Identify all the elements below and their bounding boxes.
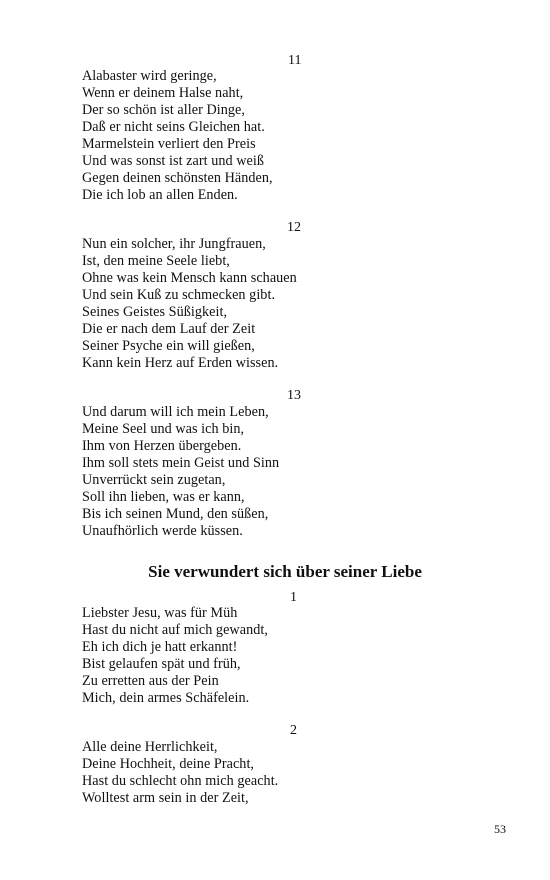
verse-line: Seines Geistes Süßigkeit, xyxy=(82,304,228,320)
poem-title: Sie verwundert sich über seiner Liebe xyxy=(148,562,422,581)
stanza-number-13: 13 xyxy=(287,388,301,403)
verse-line: Und sein Kuß zu schmecken gibt. xyxy=(82,287,276,303)
verse-line: Wenn er deinem Halse naht, xyxy=(82,85,244,101)
verse-line: Marmelstein verliert den Preis xyxy=(82,136,256,152)
page-number: 53 xyxy=(494,822,506,836)
verse-line: Ihm soll stets mein Geist und Sinn xyxy=(82,455,280,471)
stanza-number-11: 11 xyxy=(288,53,302,68)
verse-line: Liebster Jesu, was für Müh xyxy=(82,605,238,621)
verse-line: Soll ihn lieben, was er kann, xyxy=(82,489,245,505)
verse-line: Mich, dein armes Schäfelein. xyxy=(82,690,250,706)
verse-line: Kann kein Herz auf Erden wissen. xyxy=(82,355,279,371)
verse-line: Der so schön ist aller Dinge, xyxy=(82,102,245,118)
verse-line: Ohne was kein Mensch kann schauen xyxy=(82,270,297,286)
verse-line: Daß er nicht seins Gleichen hat. xyxy=(82,119,265,135)
verse-line: Alabaster wird geringe, xyxy=(82,68,217,84)
verse-line: Deine Hochheit, deine Pracht, xyxy=(82,756,255,772)
stanza-2 xyxy=(82,739,502,807)
verse-line: Unverrückt sein zugetan, xyxy=(82,472,226,488)
verse-line: Seiner Psyche ein will gießen, xyxy=(82,338,255,354)
verse-line: Zu erretten aus der Pein xyxy=(82,673,219,689)
verse-line: Bis ich seinen Mund, den süßen, xyxy=(82,506,269,522)
verse-line: Alle deine Herrlichkeit, xyxy=(82,739,218,755)
verse-line: Meine Seel und was ich bin, xyxy=(82,421,245,437)
verse-line: Hast du nicht auf mich gewandt, xyxy=(82,622,268,638)
verse-line: Und was sonst ist zart und weiß xyxy=(82,153,265,169)
verse-line: Wolltest arm sein in der Zeit, xyxy=(82,790,249,806)
verse-line: Ist, den meine Seele liebt, xyxy=(82,253,230,269)
stanza-11 xyxy=(82,68,502,204)
stanza-1 xyxy=(82,605,502,707)
verse-line: Gegen deinen schönsten Händen, xyxy=(82,170,273,186)
verse-line: Eh ich dich je hatt erkannt! xyxy=(82,639,238,655)
verse-line: Die ich lob an allen Enden. xyxy=(82,187,238,203)
stanza-13 xyxy=(82,404,502,540)
stanza-number-1: 1 xyxy=(290,590,297,605)
verse-line: Nun ein solcher, ihr Jungfrauen, xyxy=(82,236,266,252)
verse-line: Bist gelaufen spät und früh, xyxy=(82,656,241,672)
stanza-number-2: 2 xyxy=(290,723,297,738)
verse-line: Die er nach dem Lauf der Zeit xyxy=(82,321,256,337)
verse-line: Und darum will ich mein Leben, xyxy=(82,404,269,420)
stanza-12 xyxy=(82,236,502,372)
stanza-number-12: 12 xyxy=(287,220,301,235)
verse-line: Hast du schlecht ohn mich geacht. xyxy=(82,773,279,789)
verse-line: Ihm von Herzen übergeben. xyxy=(82,438,242,454)
verse-line: Unaufhörlich werde küssen. xyxy=(82,523,243,539)
